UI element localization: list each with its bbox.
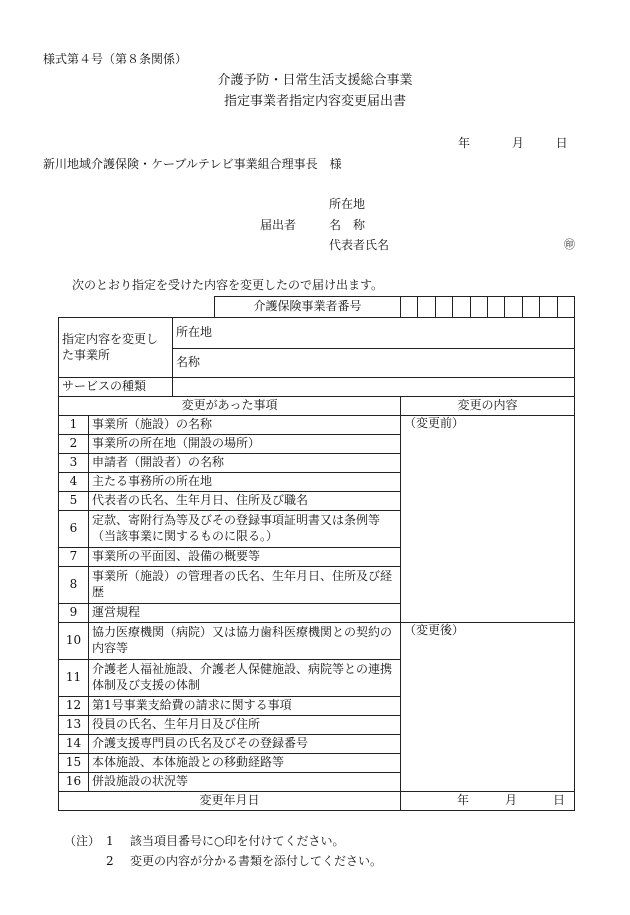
reg-number-label: 介護保険事業者番号 bbox=[215, 297, 401, 318]
note-number: 1 bbox=[106, 834, 114, 848]
item-text: 代表者の氏名、生年月日、住所及び職名 bbox=[89, 492, 401, 511]
note-number: 2 bbox=[106, 854, 114, 868]
change-date-label: 変更年月日 bbox=[59, 792, 401, 811]
submitter-name-label: 名 称 bbox=[329, 218, 366, 232]
service-type-field[interactable] bbox=[173, 378, 575, 397]
item-number[interactable]: 11 bbox=[59, 660, 89, 697]
content-header: 変更の内容 bbox=[401, 397, 575, 416]
item-number[interactable]: 14 bbox=[59, 735, 89, 754]
note-1 bbox=[64, 835, 344, 847]
item-number[interactable]: 9 bbox=[59, 604, 89, 623]
item-text: 事業所（施設）の管理者の氏名、生年月日、住所及び経歴 bbox=[89, 567, 401, 604]
submitter-label: 届出者 bbox=[260, 218, 297, 232]
item-number[interactable]: 2 bbox=[59, 435, 89, 454]
submitter-address-label: 所在地 bbox=[329, 197, 366, 211]
item-text: 役員の氏名、生年月日及び住所 bbox=[89, 716, 401, 735]
note-text: 変更の内容が分かる書類を添付してください。 bbox=[130, 854, 383, 868]
item-text: 協力医療機関（病院）又は協力歯科医療機関との契約の内容等 bbox=[89, 623, 401, 660]
item-number[interactable]: 8 bbox=[59, 567, 89, 604]
intro-text: 次のとおり指定を受けた内容を変更したので届け出ます。 bbox=[72, 278, 384, 292]
item-text: 本体施設、本体施設との移動経路等 bbox=[89, 754, 401, 773]
reg-number-cells[interactable] bbox=[401, 297, 575, 318]
item-text: 定款、寄附行為等及びその登録事項証明書又は条例等（当該事業に関するものに限る。） bbox=[89, 511, 401, 548]
office-address-field[interactable]: 所在地 bbox=[173, 318, 575, 349]
item-text: 介護支援専門員の氏名及びその登録番号 bbox=[89, 735, 401, 754]
item-number[interactable]: 5 bbox=[59, 492, 89, 511]
submission-date bbox=[458, 137, 568, 149]
item-number[interactable]: 3 bbox=[59, 454, 89, 473]
item-number[interactable]: 10 bbox=[59, 623, 89, 660]
item-number[interactable]: 12 bbox=[59, 697, 89, 716]
change-date-field[interactable]: 年 月 日 bbox=[401, 792, 575, 811]
change-form-table bbox=[58, 296, 575, 811]
note-text: 該当項目番号に○印を付けてください。 bbox=[130, 834, 345, 848]
item-number[interactable]: 1 bbox=[59, 416, 89, 435]
date-day-label: 日 bbox=[555, 136, 568, 150]
service-type-label: サービスの種類 bbox=[59, 378, 173, 397]
item-number[interactable]: 7 bbox=[59, 548, 89, 567]
items-header: 変更があった事項 bbox=[59, 397, 401, 416]
office-name-field[interactable]: 名称 bbox=[173, 349, 575, 378]
note-2 bbox=[106, 855, 382, 867]
form-number: 様式第４号（第８条関係） bbox=[43, 52, 188, 66]
office-label: 指定内容を変更した事業所 bbox=[59, 318, 173, 378]
date-year-label: 年 bbox=[458, 136, 471, 150]
notes-label: （注） bbox=[64, 834, 101, 848]
item-text: 併設施設の状況等 bbox=[89, 773, 401, 792]
item-number[interactable]: 16 bbox=[59, 773, 89, 792]
content-before[interactable] bbox=[401, 416, 575, 623]
form-title-line1: 介護予防・日常生活支援総合事業 bbox=[217, 73, 413, 88]
item-number[interactable]: 15 bbox=[59, 754, 89, 773]
item-number[interactable]: 13 bbox=[59, 716, 89, 735]
item-text: 事業所の平面図、設備の概要等 bbox=[89, 548, 401, 567]
date-month-label: 月 bbox=[511, 136, 524, 150]
item-text: 第1号事業支給費の請求に関する事項 bbox=[89, 697, 401, 716]
after-label: （変更後） bbox=[404, 623, 465, 637]
before-label: （変更前） bbox=[404, 416, 465, 430]
addressee: 新川地域介護保険・ケーブルテレビ事業組合理事長 様 bbox=[43, 157, 342, 171]
item-number[interactable]: 4 bbox=[59, 473, 89, 492]
item-text: 申請者（開設者）の名称 bbox=[89, 454, 401, 473]
item-text: 事業所（施設）の名称 bbox=[89, 416, 401, 435]
item-number[interactable]: 6 bbox=[59, 511, 89, 548]
item-text: 介護老人福祉施設、介護老人保健施設、病院等との連携体制及び支援の体制 bbox=[89, 660, 401, 697]
item-text: 運営規程 bbox=[89, 604, 401, 623]
form-title-line2: 指定事業者指定内容変更届出書 bbox=[223, 94, 406, 109]
item-text: 事業所の所在地（開設の場所） bbox=[89, 435, 401, 454]
item-text: 主たる事務所の所在地 bbox=[89, 473, 401, 492]
content-after[interactable] bbox=[401, 623, 575, 792]
seal-mark: ㊞ bbox=[564, 238, 575, 251]
representative-label: 代表者氏名 bbox=[329, 238, 390, 252]
